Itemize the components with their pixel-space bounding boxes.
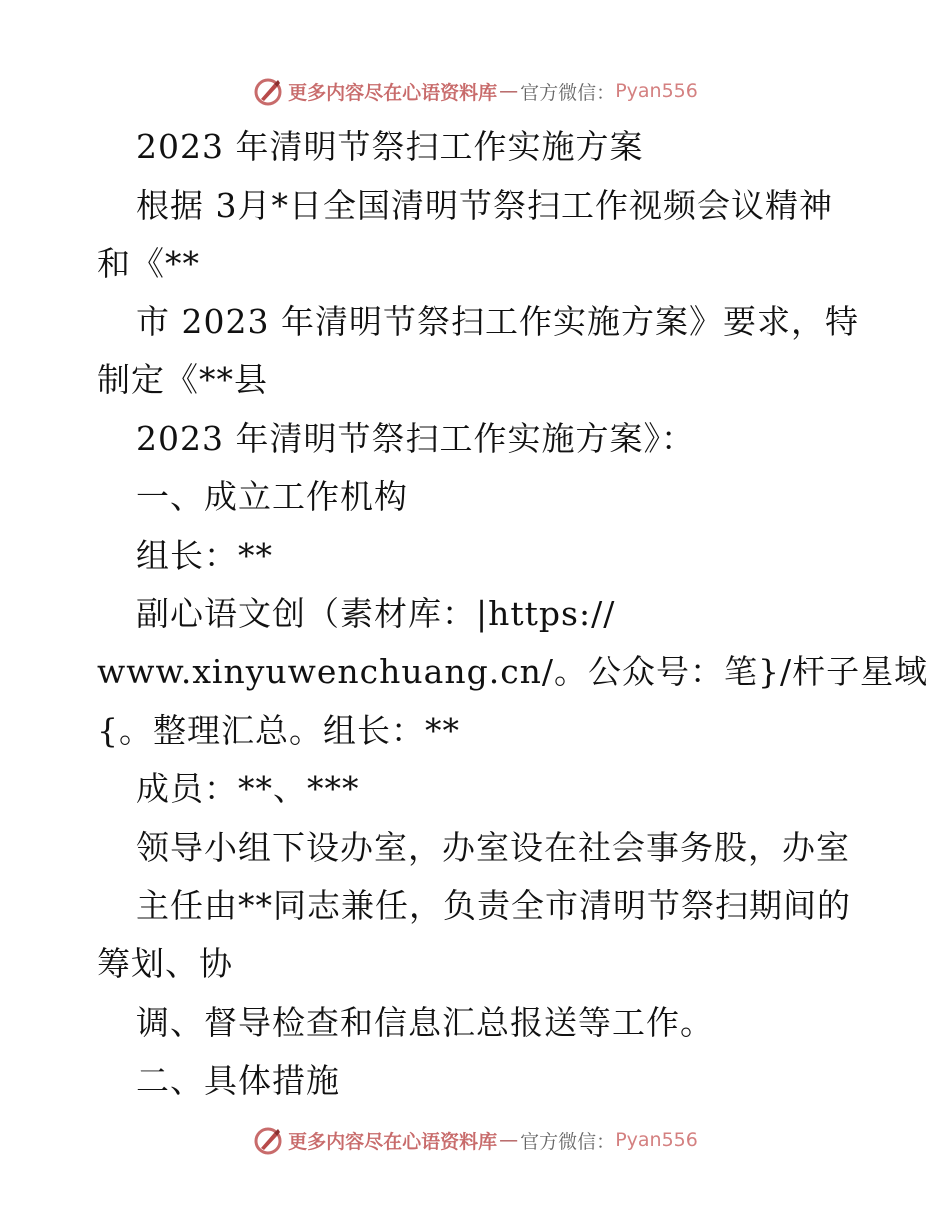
paragraph-line: 和《** bbox=[97, 244, 200, 283]
paragraph-line: 组长：** bbox=[136, 536, 273, 575]
banner-separator: — bbox=[499, 80, 519, 102]
header-banner bbox=[0, 73, 950, 109]
paragraph-line: 2023 年清明节祭扫工作实施方案》： bbox=[136, 419, 695, 458]
paragraph-line: {。整理汇总。组长：** bbox=[97, 711, 460, 750]
paragraph-line: 成员：**、*** bbox=[136, 769, 360, 808]
paragraph-line: 制定《**县 bbox=[97, 360, 268, 399]
paragraph-line: 调、督导检查和信息汇总报送等工作。 bbox=[136, 1003, 714, 1042]
banner-separator: — bbox=[499, 1129, 519, 1151]
pen-logo-icon bbox=[252, 75, 284, 107]
paragraph-line: www.xinyuwenchuang.cn/。公众号：笔}/杆子星域 bbox=[97, 652, 929, 691]
footer-banner bbox=[0, 1122, 950, 1158]
banner-handle: Pyan556 bbox=[615, 80, 698, 102]
section-heading: 一、成立工作机构 bbox=[136, 477, 408, 516]
paragraph-line: 主任由**同志兼任，负责全市清明节祭扫期间的 bbox=[136, 886, 851, 925]
banner-official-text: 官方微信： bbox=[520, 81, 616, 104]
banner-main-text: 更多内容尽在心语资料库 bbox=[288, 1130, 498, 1153]
banner-main-text: 更多内容尽在心语资料库 bbox=[288, 81, 498, 104]
paragraph-line: 市 2023 年清明节祭扫工作实施方案》要求，特 bbox=[136, 302, 859, 341]
banner-handle: Pyan556 bbox=[615, 1129, 698, 1151]
paragraph-line: 领导小组下设办室，办室设在社会事务股，办室 bbox=[136, 828, 850, 867]
paragraph-line: 副心语文创（素材库：|https:// bbox=[136, 594, 616, 633]
section-heading: 二、具体措施 bbox=[136, 1061, 340, 1100]
paragraph-line: 根据 3月*日全国清明节祭扫工作视频会议精神 bbox=[136, 186, 833, 225]
pen-logo-icon bbox=[252, 1124, 284, 1156]
document-title: 2023 年清明节祭扫工作实施方案 bbox=[136, 127, 644, 166]
paragraph-line: 筹划、协 bbox=[97, 944, 233, 983]
banner-official-text: 官方微信： bbox=[520, 1130, 616, 1153]
